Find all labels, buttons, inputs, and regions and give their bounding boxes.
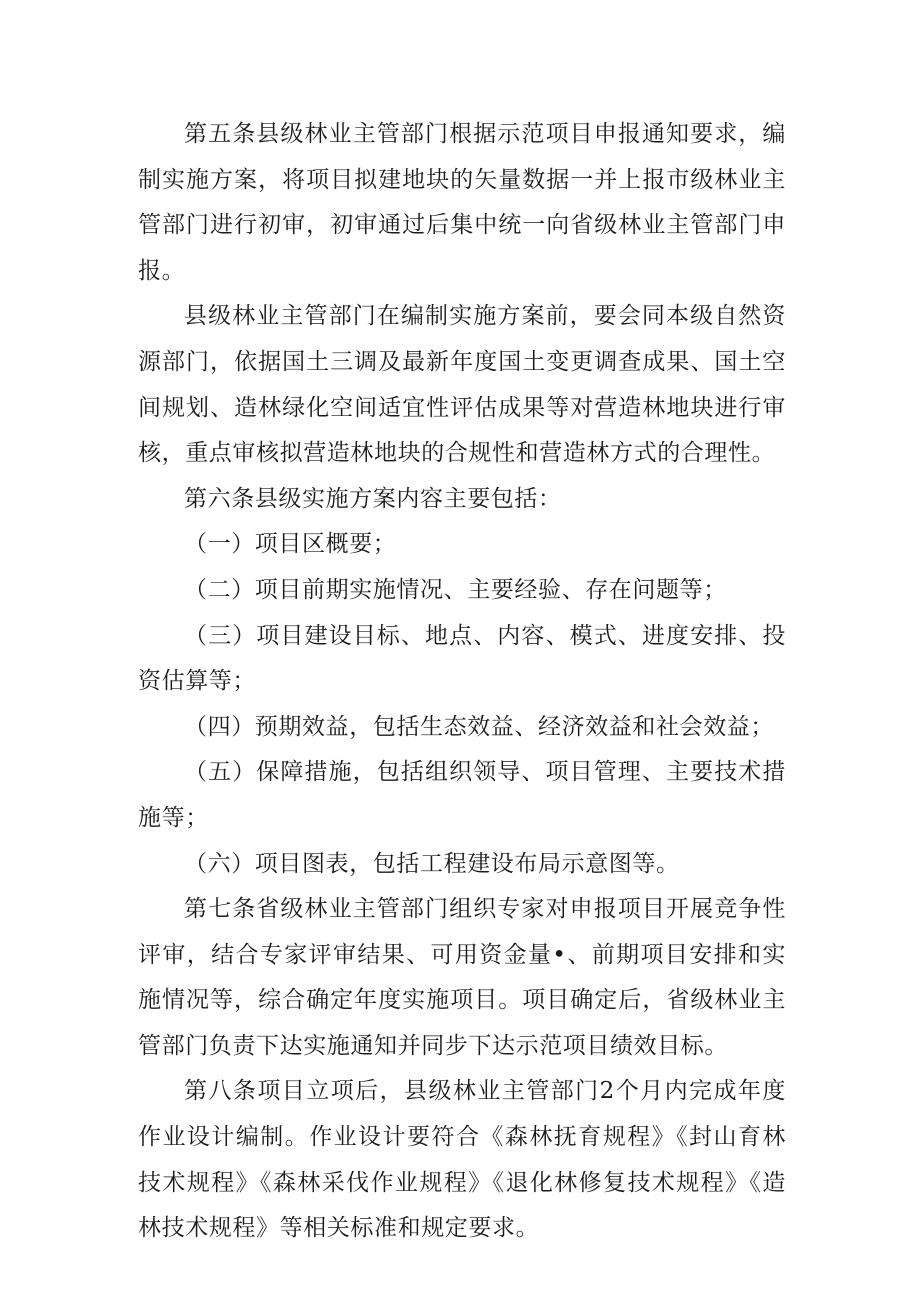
paragraph-article-7: 第七条省级林业主管部门组织专家对申报项目开展竞争性评审，结合专家评审结果、可用资金量•、前期项目安排和实施情况等，综合确定年度实施项目。项目确定后，省级林业主管部门负责下达实施通知并同步下达示范项目绩效目标。	[138, 896, 786, 1059]
document-page	[138, 112, 786, 1252]
list-item-5: （五）保障措施，包括组织领导、项目管理、主要技术措施等；	[138, 759, 786, 831]
paragraph-review-requirement: 县级林业主管部门在编制实施方案前，要会同本级自然资源部门，依据国土三调及最新年度国土变更调查成果、国土空间规划、造林绿化空间适宜性评估成果等对营造林地块进行审核，重点审核拟营造林地块的合规性和营造林方式的合理性。	[138, 303, 786, 467]
list-item-4: （四）预期效益，包括生态效益、经济效益和社会效益；	[184, 713, 774, 740]
list-item-2: （二）项目前期实施情况、主要经验、存在问题等；	[184, 576, 727, 603]
paragraph-article-8: 第八条项目立项后，县级林业主管部门2个月内完成年度作业设计编制。作业设计要符合《森林抚育规程》《封山育林技术规程》《森林采伐作业规程》《退化林修复技术规程》《造林技术规程》等相关标准和规定要求。	[138, 1078, 786, 1242]
list-item-1: （一）项目区概要；	[184, 531, 397, 558]
paragraph-article-6: 第六条县级实施方案内容主要包括：	[184, 485, 562, 512]
list-item-6: （六）项目图表，包括工程建设布局示意图等。	[184, 850, 680, 877]
list-item-3: （三）项目建设目标、地点、内容、模式、进度安排、投资估算等；	[138, 622, 786, 695]
paragraph-article-5: 第五条县级林业主管部门根据示范项目申报通知要求，编制实施方案，将项目拟建地块的矢量数据一并上报市级林业主管部门进行初审，初审通过后集中统一向省级林业主管部门申报。	[138, 121, 786, 284]
